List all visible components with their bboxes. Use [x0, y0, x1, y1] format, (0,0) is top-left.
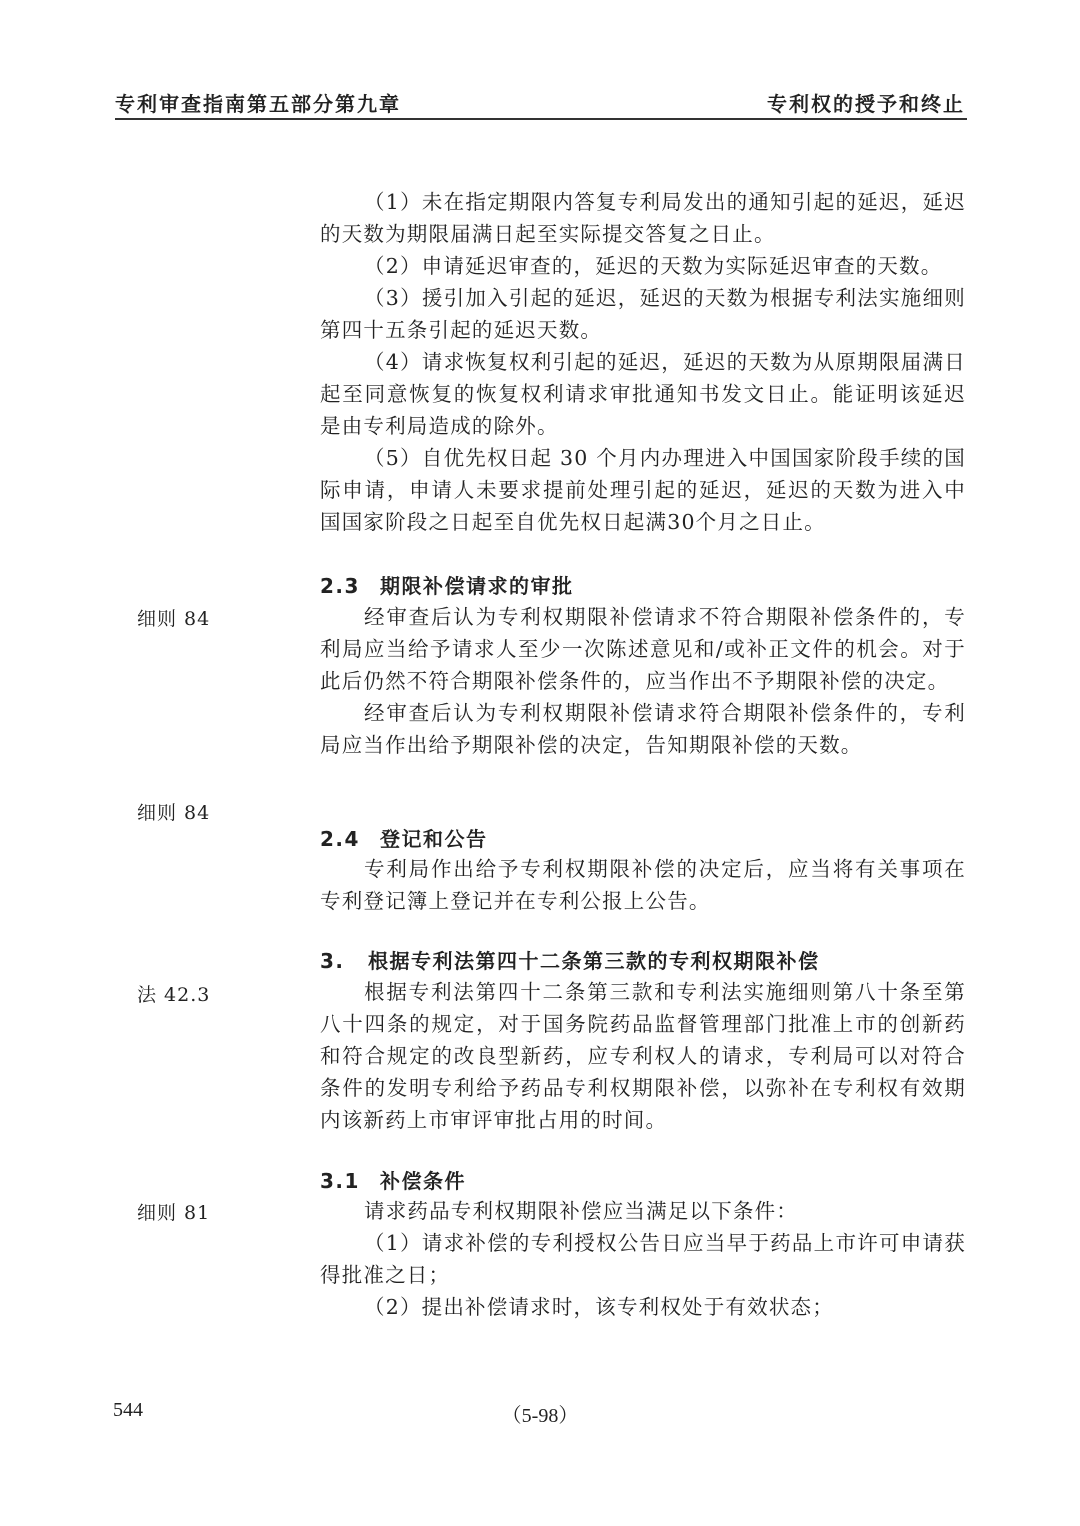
delay-item-3: （3）援引加入引起的延迟，延迟的天数为根据专利法实施细则第四十五条引起的延迟天数。: [320, 286, 966, 342]
section-3-1-body: [320, 1195, 966, 1323]
delay-items: [320, 186, 966, 538]
margin-note-rule-84-a: 细则 84: [137, 608, 211, 630]
condition-item-1: （1）请求补偿的专利授权公告日应当早于药品上市许可申请获得批准之日；: [320, 1231, 966, 1287]
section-number: 3.: [320, 949, 345, 973]
delay-item-5: （5）自优先权日起 30 个月内办理进入中国国家阶段手续的国际申请，申请人未要求提前处理引起的延迟，延迟的天数为进入中国国家阶段之日起至自优先权日起满30个月之日止。: [320, 446, 966, 534]
section-2-4-heading: [320, 823, 966, 852]
section-2-4-body: [320, 853, 966, 917]
section-number: 2.3: [320, 574, 360, 598]
header-rule: [115, 118, 967, 120]
delay-item-1: （1）未在指定期限内答复专利局发出的通知引起的延迟，延迟的天数为期限届满日起至实际提交答复之日止。: [320, 190, 966, 246]
section-2-3-heading: [320, 570, 966, 599]
section-title: 期限补偿请求的审批: [380, 574, 574, 598]
section-3-heading: [320, 945, 966, 974]
condition-item-2: （2）提出补偿请求时，该专利权处于有效状态；: [364, 1295, 834, 1319]
section-title: 补偿条件: [380, 1169, 466, 1193]
margin-note-law-42-3: 法 42.3: [137, 984, 211, 1006]
section-number: 2.4: [320, 827, 360, 851]
section-3-body: [320, 976, 966, 1136]
margin-note-rule-84-b: 细则 84: [137, 802, 211, 824]
section-2-3-body: [320, 601, 966, 761]
page-number: 544: [113, 1399, 143, 1421]
header-right-title: 专利权的授予和终止: [767, 92, 965, 116]
delay-item-4: （4）请求恢复权利引起的延迟，延迟的天数为从原期限届满日起至同意恢复的恢复权利请求审批通知书发文日止。能证明该延迟是由专利局造成的除外。: [320, 350, 966, 438]
paragraph: 根据专利法第四十二条第三款和专利法实施细则第八十条至第八十四条的规定，对于国务院药品监督管理部门批准上市的创新药和符合规定的改良型新药，应专利权人的请求，专利局可以对符合条件的发明专利给予药品专利权期限补偿，以弥补在专利权有效期内该新药上市审评审批占用的时间。: [320, 980, 966, 1132]
margin-note-rule-81: 细则 81: [137, 1202, 211, 1224]
section-title: 登记和公告: [380, 827, 488, 851]
section-title: 根据专利法第四十二条第三款的专利权期限补偿: [368, 949, 820, 973]
paragraph: 经审查后认为专利权期限补偿请求不符合期限补偿条件的，专利局应当给予请求人至少一次陈述意见和/或补正文件的机会。对于此后仍然不符合期限补偿条件的，应当作出不予期限补偿的决定。: [320, 605, 966, 693]
section-number: 3.1: [320, 1169, 360, 1193]
section-3-1-heading: [320, 1165, 966, 1194]
paragraph: 经审查后认为专利权期限补偿请求符合期限补偿条件的，专利局应当作出给予期限补偿的决定，告知期限补偿的天数。: [320, 701, 966, 757]
paragraph: 专利局作出给予专利权期限补偿的决定后，应当将有关事项在专利登记簿上登记并在专利公报上公告。: [320, 857, 966, 913]
section-page-number: （5-98）: [501, 1405, 579, 1427]
delay-item-2: （2）申请延迟审查的，延迟的天数为实际延迟审查的天数。: [364, 254, 943, 278]
paragraph: 请求药品专利权期限补偿应当满足以下条件：: [364, 1199, 798, 1223]
header-left-title: 专利审查指南第五部分第九章: [115, 92, 401, 116]
